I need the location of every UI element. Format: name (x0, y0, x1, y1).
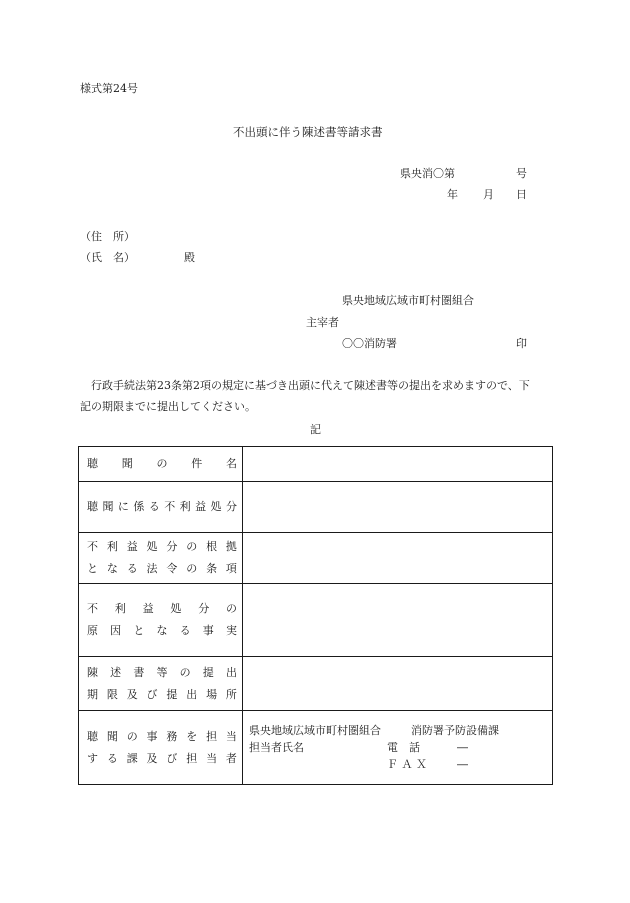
recipient-name-label: （氏 名） (80, 251, 135, 264)
table-row (79, 711, 553, 785)
row-value[interactable] (243, 447, 553, 482)
sender-seal: 印 (516, 337, 527, 350)
contact-row-tel (249, 739, 552, 756)
row-value[interactable] (243, 533, 553, 584)
contact-dept: 消防署予防設備課 (411, 724, 499, 737)
date-month: 月 (483, 188, 494, 201)
table-row (79, 533, 553, 584)
contact-cell (243, 711, 553, 785)
doc-number-prefix: 県央消〇第 (400, 167, 455, 180)
contact-fax-value: ― (457, 758, 468, 771)
contact-tel-value: ― (457, 741, 468, 754)
row-label-line: 聴 聞 に 係 る 不 利 益 処 分 (87, 500, 237, 513)
contact-fax-label: Ｆ Ａ Ｘ (387, 758, 427, 771)
row-value[interactable] (243, 657, 553, 711)
row-label (79, 447, 243, 482)
row-label-line: と な る 法 令 の 条 項 (87, 562, 237, 575)
row-label (79, 657, 243, 711)
row-label-line: 不 利 益 処 分 の 根 拠 (87, 540, 237, 553)
row-label (79, 533, 243, 584)
body-text-line2: 記の期限までに提出してください。 (80, 400, 256, 413)
row-label-line: す る 課 及 び 担 当 者 (87, 751, 237, 765)
body-text-line1: 行政手続法第23条第2項の規定に基づき出頭に代えて陳述書等の提出を求めますので、下 (91, 379, 530, 392)
document-title: 不出頭に伴う陳述書等請求書 (233, 125, 383, 139)
row-label (79, 711, 243, 785)
table-row (79, 447, 553, 482)
sender-org: 県央地域広域市町村圏組合 (342, 294, 474, 307)
row-label-line: 原 因 と な る 事 実 (87, 624, 237, 637)
row-label (79, 482, 243, 533)
row-label-line: 陳 述 書 等 の 提 出 (87, 665, 237, 679)
row-label-line: 聴 聞 の 件 名 (87, 457, 237, 470)
table-row (79, 584, 553, 657)
row-value[interactable] (243, 482, 553, 533)
contact-row-fax (249, 756, 552, 773)
recipient-honorific: 殿 (184, 251, 195, 264)
contact-row-org (249, 722, 552, 739)
row-label (79, 584, 243, 657)
doc-number-suffix: 号 (516, 167, 527, 180)
contact-org: 県央地域広域市町村圏組合 (249, 724, 381, 737)
form-number: 様式第24号 (80, 82, 138, 95)
row-value[interactable] (243, 584, 553, 657)
ki-marker: 記 (310, 423, 321, 436)
sender-station: 〇〇消防署 (342, 337, 397, 350)
contact-person-label: 担当者氏名 (249, 741, 304, 754)
table-row (79, 657, 553, 711)
details-table (78, 446, 553, 785)
row-label-line: 不 利 益 処 分 の (87, 602, 237, 615)
recipient-address-label: （住 所） (80, 230, 135, 243)
table-row (79, 482, 553, 533)
sender-role: 主宰者 (306, 316, 339, 329)
date-year: 年 (447, 188, 458, 201)
row-label-line: 聴 聞 の 事 務 を 担 当 (87, 729, 237, 743)
row-label-line: 期 限 及 び 提 出 場 所 (87, 687, 237, 701)
date-day: 日 (516, 188, 527, 201)
contact-tel-label: 電 話 (387, 741, 420, 754)
